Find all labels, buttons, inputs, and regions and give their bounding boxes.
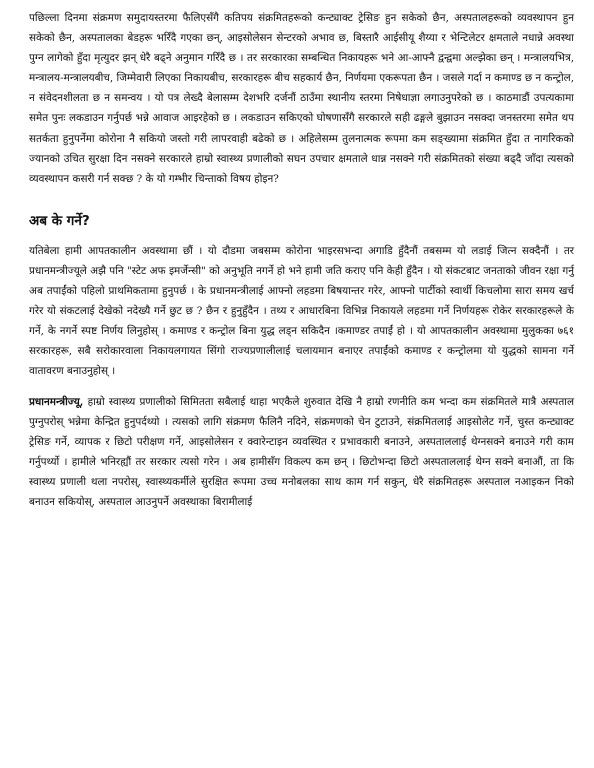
paragraph-appeal-text: हाम्रो स्वास्थ्य प्रणालीको सिमितता सबैलाई थाहा भएकैले शुरुवात देखि नै हाम्रो रणनीति कम भन्दा कम संक्रमितले मात्रै अस्पताल पुग्नुपरोस् भन्नेमा केन्द्रित हुनुपर्दथ्यो । त्यसको लागि संक्रमण फैलिनै नदिने, संक्रमणको चेन टुटाउने, संक्रमितलाई आइसोलेट गर्ने, चुस्त कन्ट्याक्ट ट्रेसिङ गर्ने, व्यापक र छिटो परीक्षण गर्ने, आइसोलेसन र क्वारेन्टाइन व्यवस्थित र प्रभावकारी बनाउने, अस्पताललाई थेग्नसक्ने बनाउने गरी काम गर्नुपर्थ्यो । हामीले भनिरह्यौं तर सरकार त्यसो गरेन । अब हामीसँग विकल्प कम छन् । छिटोभन्दा छिटो अस्पताललाई थेग्न सक्ने बनाऔं, ता कि स्वास्थ्य प्रणाली थला नपरोस्, स्वास्थ्यकर्मीले सुरक्षित रूपमा उच्च मनोबलका साथ काम गर्न सकुन्, धेरै संक्रमितहरू अस्पताल नआइकन निको बनाउन सकियोस्, अस्पताल आउनुपर्ने अवस्थाका बिरामीलाई (29, 395, 574, 508)
paragraph-emergency: यतिबेला हामी आपतकालीन अवस्थामा छौं । यो दौडमा जबसम्म कोरोना भाइरसभन्दा अगाडि हुँदैनौं तबसम्म यो लडाई जित्न सक्दैनौं । तर प्रधानमन्त्रीज्यूले अझै पनि "स्टेट अफ इमर्जेन्सी" को अनुभूति नगर्ने हो भने हामी जति कराए पनि केही हुँदैन । यो संकटबाट जनताको जीवन रक्षा गर्नु अब तपाईंको पहिलो प्राथमिकतामा हुनुपर्छ । के प्रधानमन्त्रीलाई आफ्नो लहडमा बिषयान्तर गरेर, आफ्नो पार्टीको स्वार्थी किचलोमा सारा समय खर्च गरेर यो संकटलाई देखेको नदेख्यै गर्ने छुट छ ? छैन र हुनुहुँदैन । तथ्य र आधारबिना विभिन्न निकायले लहडमा गर्ने निर्णयहरू रोकेर सरकारहरूले के गर्ने, के नगर्ने स्पष्ट निर्णय लिनुहोस् । कमाण्ड र कन्ट्रोल बिना युद्ध लड्न सकिदैन ।कमाण्डर तपाईं हो । यो आपतकालीन अवस्थामा मुलुकका ७६१ सरकारहरू, सबै सरोकारवाला निकायलगायत सिंगो राज्यप्रणालीलाई चलायमान बनाएर तपाईंको कमाण्ड र कन्ट्रोलमा यो युद्धको सामना गर्ने वातावरण बनाउनुहोस् । (29, 244, 574, 378)
paragraph-situation: पछिल्ला दिनमा संक्रमण समुदायस्तरमा फैलिएसँगै कतिपय संक्रमितहरूको कन्ट्याक्ट ट्रेसिङ हुन सकेको छैन, अस्पतालहरूको व्यवस्थापन हुन सकेको छैन, अस्पतालका बेडहरू भरिँदै गएका छन्, आइसोलेसन सेन्टरको अभाव छ, बिस्तारै आईसीयू शैय्या र भेन्टिलेटर क्षमताले नधान्ने अवस्था पुग्न लागेको हुँदा मृत्युदर झन् धेरै बढ्ने अनुमान गरिँदै छ । तर सरकारका सम्बन्धित निकायहरू भने आ-आफ्नै द्वन्द्वमा अल्झेका छन् । मन्त्रालयभित्र, मन्त्रालय-मन्त्रालयबीच, जिम्मेवारी लिएका निकायबीच, सरकारहरू बीच सहकार्य छैन, निर्णयमा एकरूपता छैन । जसले गर्दा न कमाण्ड छ न कन्ट्रोल, न संवेदनशीलता छ न समन्वय । यो पत्र लेख्दै बेलासम्म देशभरि दर्जनौं ठाउँमा स्थानीय स्तरमा निषेधाज्ञा लगाउनुपरेको छ । काठमाडौं उपत्यकामा समेत पुनः लकडाउन गर्नुपर्छ भन्ने आवाज आइरहेको छ । लकडाउन सकिएको घोषणासँगै सरकारले सही ढङ्गले बुझाउन नसक्दा जनस्तरमा समेत थप सतर्कता हुनुपर्नेमा कोरोना नै सकियो जस्तो गरी लापरवाही बढेको छ । अहिलेसम्म तुलनात्मक रूपमा कम सङ्ख्यामा संक्रमित हुँदा त नागरिकको ज्यानको उचित सुरक्षा दिन नसक्ने सरकारले हाम्रो स्वास्थ्य प्रणालीको सघन उपचार क्षमताले धान्न नसक्ने गरी संक्रमितको संख्या बढ्दै जाँदा त्यसको व्यवस्थापन कसरी गर्न सक्छ ? के यो गम्भीर चिन्ताको विषय होइन? (29, 12, 574, 185)
paragraph-appeal (29, 392, 574, 513)
section-heading: अब के गर्ने? (29, 212, 90, 229)
salutation: प्रधानमन्त्रीज्यू, (29, 395, 84, 408)
